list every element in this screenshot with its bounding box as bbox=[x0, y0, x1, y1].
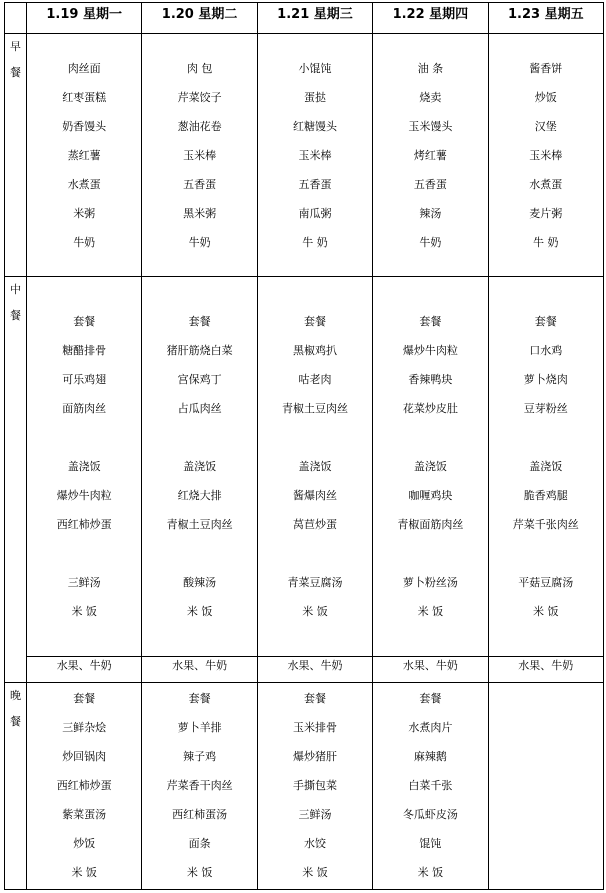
menu-item: 西红柿炒蛋 bbox=[56, 518, 112, 531]
menu-item: 套餐 bbox=[419, 692, 442, 705]
menu-item: 萝卜烧肉 bbox=[523, 373, 568, 386]
menu-item: 紫菜蛋汤 bbox=[62, 808, 107, 821]
menu-item: 奶香馒头 bbox=[62, 120, 107, 133]
menu-item: 盖浇饭 bbox=[298, 460, 332, 473]
menu-item: 水饺 bbox=[303, 837, 326, 850]
dinner-row bbox=[5, 683, 604, 890]
menu-item: 米 饭 bbox=[186, 605, 213, 618]
menu-item: 炒回锅肉 bbox=[62, 750, 107, 763]
menu-item: 肉 包 bbox=[186, 62, 213, 75]
header-row bbox=[5, 3, 604, 34]
snack-cell: 水果、牛奶 bbox=[257, 657, 372, 683]
menu-item: 脆香鸡腿 bbox=[523, 489, 568, 502]
menu-item: 水煮蛋 bbox=[529, 178, 563, 191]
menu-item: 玉米排骨 bbox=[292, 721, 337, 734]
menu-cell bbox=[27, 34, 142, 277]
day-header: 1.19 星期一 bbox=[27, 3, 142, 34]
menu-item: 米粥 bbox=[73, 207, 96, 220]
menu-item: 平菇豆腐汤 bbox=[518, 576, 574, 589]
menu-item: 芹菜千张肉丝 bbox=[512, 518, 579, 531]
menu-cell bbox=[373, 277, 488, 657]
menu-item: 馄饨 bbox=[419, 837, 442, 850]
menu-item: 米 饭 bbox=[417, 866, 444, 879]
menu-item: 面条 bbox=[188, 837, 211, 850]
menu-item: 汉堡 bbox=[534, 120, 557, 133]
menu-item: 南瓜粥 bbox=[298, 207, 332, 220]
menu-item: 葱油花卷 bbox=[177, 120, 222, 133]
menu-item: 米 饭 bbox=[186, 866, 213, 879]
menu-item: 黑椒鸡扒 bbox=[292, 344, 337, 357]
snack-cell: 水果、牛奶 bbox=[142, 657, 257, 683]
menu-item: 红烧大排 bbox=[177, 489, 222, 502]
menu-cell bbox=[257, 34, 372, 277]
menu-item: 小馄饨 bbox=[298, 62, 332, 75]
menu-item: 盖浇饭 bbox=[413, 460, 447, 473]
menu-item: 辣汤 bbox=[419, 207, 442, 220]
menu-item: 酸辣汤 bbox=[183, 576, 217, 589]
menu-item: 牛 奶 bbox=[302, 236, 328, 249]
menu-cell bbox=[488, 277, 603, 657]
menu-item: 水煮蛋 bbox=[67, 178, 101, 191]
menu-item: 水煮肉片 bbox=[408, 721, 453, 734]
menu-item: 白菜千张 bbox=[408, 779, 453, 792]
menu-item: 猪肝筋烧白菜 bbox=[166, 344, 233, 357]
lunch-label: 中 餐 bbox=[5, 277, 27, 683]
menu-item: 五香蛋 bbox=[413, 178, 447, 191]
menu-item: 口水鸡 bbox=[529, 344, 563, 357]
menu-cell bbox=[373, 34, 488, 277]
menu-item: 牛 奶 bbox=[533, 236, 559, 249]
menu-item: 蒸红薯 bbox=[67, 149, 101, 162]
menu-item: 豆芽粉丝 bbox=[523, 402, 568, 415]
menu-item: 套餐 bbox=[419, 315, 442, 328]
menu-item: 三鲜汤 bbox=[67, 576, 101, 589]
menu-item: 芹菜香干肉丝 bbox=[166, 779, 233, 792]
menu-cell bbox=[373, 683, 488, 890]
dinner-label: 晚 餐 bbox=[5, 683, 27, 890]
menu-item: 青椒土豆肉丝 bbox=[281, 402, 348, 415]
menu-item: 西红柿蛋汤 bbox=[172, 808, 228, 821]
weekly-menu-table bbox=[4, 2, 604, 890]
day-header: 1.23 星期五 bbox=[488, 3, 603, 34]
menu-item: 三鲜汤 bbox=[298, 808, 332, 821]
menu-item: 套餐 bbox=[303, 692, 326, 705]
menu-item: 套餐 bbox=[534, 315, 557, 328]
menu-item: 米 饭 bbox=[71, 866, 97, 879]
menu-item: 萝卜羊排 bbox=[177, 721, 222, 734]
menu-cell bbox=[488, 683, 603, 890]
menu-item: 爆炒猪肝 bbox=[292, 750, 337, 763]
menu-item: 牛奶 bbox=[419, 236, 442, 249]
menu-item: 爆炒牛肉粒 bbox=[402, 344, 458, 357]
menu-item: 香辣鸭块 bbox=[408, 373, 453, 386]
menu-item: 米 饭 bbox=[71, 605, 97, 618]
menu-item: 三鲜杂烩 bbox=[62, 721, 107, 734]
menu-item: 辣子鸡 bbox=[183, 750, 217, 763]
menu-item: 套餐 bbox=[188, 315, 211, 328]
menu-item: 面筋肉丝 bbox=[62, 402, 107, 415]
snack-row bbox=[5, 657, 604, 683]
day-header: 1.20 星期二 bbox=[142, 3, 257, 34]
menu-item: 酱香饼 bbox=[529, 62, 563, 75]
menu-item: 玉米馒头 bbox=[408, 120, 453, 133]
menu-item: 套餐 bbox=[188, 692, 211, 705]
menu-item: 烤红薯 bbox=[413, 149, 447, 162]
menu-item: 牛奶 bbox=[73, 236, 96, 249]
menu-cell bbox=[142, 34, 257, 277]
menu-item: 套餐 bbox=[73, 692, 96, 705]
menu-item: 米 饭 bbox=[417, 605, 444, 618]
menu-item: 肉丝面 bbox=[67, 62, 101, 75]
menu-item: 萝卜粉丝汤 bbox=[402, 576, 458, 589]
menu-cell bbox=[27, 277, 142, 657]
menu-item: 花菜炒皮肚 bbox=[402, 402, 458, 415]
menu-item: 炒饭 bbox=[534, 91, 557, 104]
menu-item: 盖浇饭 bbox=[183, 460, 217, 473]
menu-item: 麦片粥 bbox=[529, 207, 563, 220]
menu-cell bbox=[488, 34, 603, 277]
menu-item: 炒饭 bbox=[73, 837, 96, 850]
menu-item: 黑米粥 bbox=[183, 207, 217, 220]
menu-item: 米 饭 bbox=[533, 605, 559, 618]
snack-cell: 水果、牛奶 bbox=[27, 657, 142, 683]
snack-cell: 水果、牛奶 bbox=[373, 657, 488, 683]
lunch-row bbox=[5, 277, 604, 657]
menu-cell bbox=[257, 683, 372, 890]
menu-item: 套餐 bbox=[73, 315, 96, 328]
menu-item: 牛奶 bbox=[188, 236, 211, 249]
snack-cell: 水果、牛奶 bbox=[488, 657, 603, 683]
menu-item: 宫保鸡丁 bbox=[177, 373, 222, 386]
menu-cell bbox=[142, 277, 257, 657]
menu-item: 五香蛋 bbox=[298, 178, 332, 191]
menu-item: 冬瓜虾皮汤 bbox=[402, 808, 458, 821]
menu-cell bbox=[27, 683, 142, 890]
menu-item: 麻辣鹅 bbox=[413, 750, 447, 763]
menu-item: 油 条 bbox=[417, 62, 444, 75]
menu-item: 咖喱鸡块 bbox=[408, 489, 453, 502]
menu-item: 蛋挞 bbox=[303, 91, 326, 104]
menu-item: 咕老肉 bbox=[298, 373, 332, 386]
menu-item: 五香蛋 bbox=[183, 178, 217, 191]
menu-cell bbox=[257, 277, 372, 657]
menu-item: 酱爆肉丝 bbox=[292, 489, 337, 502]
menu-item: 糖醋排骨 bbox=[62, 344, 107, 357]
menu-item: 青椒面筋肉丝 bbox=[397, 518, 464, 531]
menu-item: 玉米棒 bbox=[183, 149, 217, 162]
menu-item: 米 饭 bbox=[302, 866, 328, 879]
menu-item: 青椒土豆肉丝 bbox=[166, 518, 233, 531]
day-header: 1.22 星期四 bbox=[373, 3, 488, 34]
menu-item: 占瓜肉丝 bbox=[177, 402, 222, 415]
menu-item: 可乐鸡翅 bbox=[62, 373, 107, 386]
menu-item: 套餐 bbox=[303, 315, 326, 328]
menu-item: 盖浇饭 bbox=[529, 460, 563, 473]
menu-item: 红糖馒头 bbox=[292, 120, 337, 133]
menu-item: 米 饭 bbox=[302, 605, 328, 618]
menu-item: 爆炒牛肉粒 bbox=[56, 489, 112, 502]
menu-item: 莴苣炒蛋 bbox=[292, 518, 337, 531]
menu-item: 玉米棒 bbox=[298, 149, 332, 162]
menu-item: 手撕包菜 bbox=[292, 779, 337, 792]
menu-item: 芹菜饺子 bbox=[177, 91, 222, 104]
menu-item: 青菜豆腐汤 bbox=[287, 576, 343, 589]
day-header: 1.21 星期三 bbox=[257, 3, 372, 34]
corner-cell bbox=[5, 3, 27, 34]
menu-item: 烧卖 bbox=[419, 91, 442, 104]
menu-item: 盖浇饭 bbox=[67, 460, 101, 473]
breakfast-label: 早 餐 bbox=[5, 34, 27, 277]
breakfast-row bbox=[5, 34, 604, 277]
menu-item: 西红柿炒蛋 bbox=[56, 779, 112, 792]
menu-cell bbox=[142, 683, 257, 890]
menu-item: 红枣蛋糕 bbox=[62, 91, 107, 104]
menu-item: 玉米棒 bbox=[529, 149, 563, 162]
